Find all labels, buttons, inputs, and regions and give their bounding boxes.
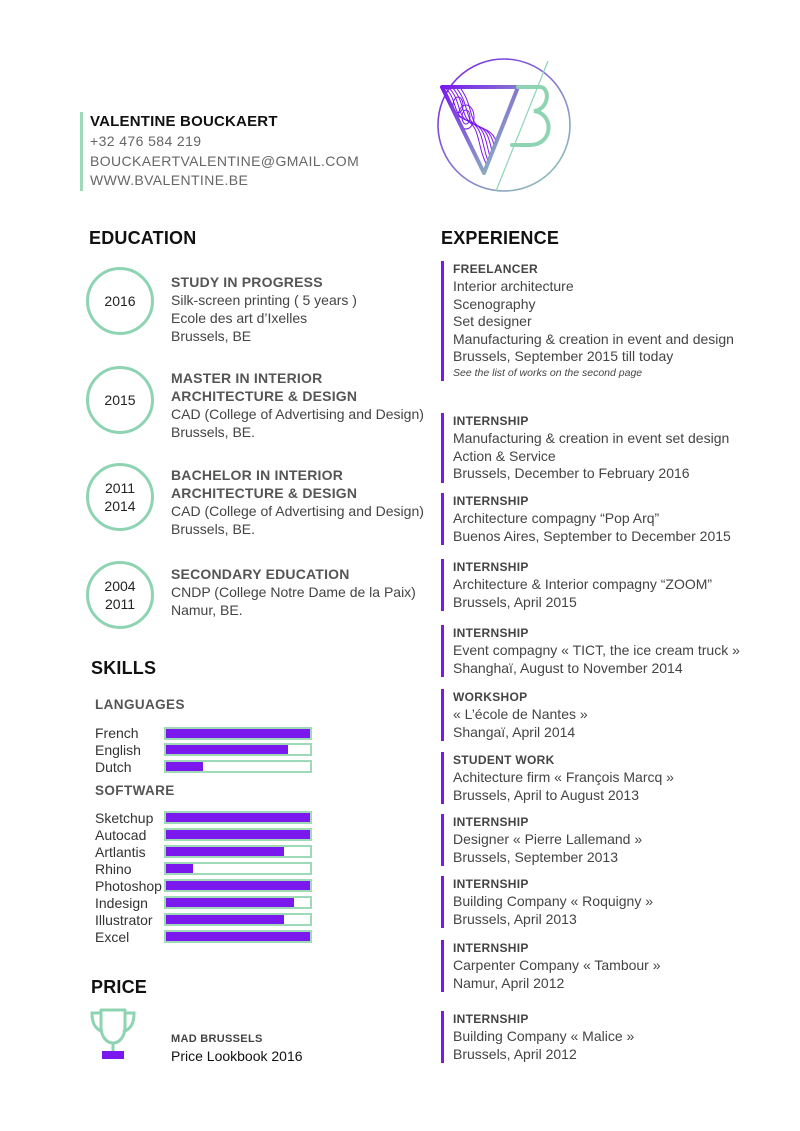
experience-title: INTERNSHIP (453, 560, 529, 574)
skill-label: Sketchup (95, 810, 154, 826)
experience-item (441, 261, 734, 381)
experience-item (441, 559, 712, 611)
education-item (171, 466, 424, 538)
experience-detail: Brussels, September 2013 (453, 848, 618, 865)
experience-item (441, 625, 740, 677)
contact-block (80, 112, 359, 191)
price-label: MAD BRUSSELS (171, 1033, 263, 1045)
trophy-icon (89, 1007, 137, 1061)
skill-label: Autocad (95, 827, 147, 843)
skill-bar (164, 913, 312, 926)
experience-detail: Set designer (453, 313, 532, 329)
experience-item (441, 413, 729, 483)
skill-label: French (95, 725, 139, 741)
education-title: SECONDARY EDUCATION (171, 566, 350, 582)
experience-detail: Brussels, April to August 2013 (453, 786, 639, 803)
experience-heading: EXPERIENCE (441, 228, 560, 248)
experience-item (441, 1011, 634, 1063)
experience-item (441, 752, 674, 804)
skill-bar (164, 930, 312, 943)
education-item (171, 273, 357, 345)
skill-bar-fill (166, 898, 294, 907)
website-url: WWW.BVALENTINE.BE (90, 172, 249, 188)
experience-title: INTERNSHIP (453, 1012, 529, 1026)
phone-number: +32 476 584 219 (90, 133, 202, 149)
skill-label: Rhino (95, 861, 132, 877)
experience-title: INTERNSHIP (453, 877, 529, 891)
skill-bar (164, 743, 312, 756)
skill-bar (164, 862, 312, 875)
education-detail: CAD (College of Advertising and Design) (171, 406, 424, 422)
year-start: 2011 (104, 480, 136, 496)
skill-label: English (95, 742, 141, 758)
education-title: STUDY IN PROGRESS (171, 274, 323, 290)
education-detail: Brussels, BE. (171, 424, 256, 440)
experience-detail: Brussels, April 2013 (453, 910, 577, 927)
skill-bar-fill (166, 864, 193, 873)
skill-label: Indesign (95, 895, 148, 911)
year-start: 2016 (104, 293, 136, 309)
skill-bar (164, 879, 312, 892)
year-start: 2015 (104, 392, 136, 408)
skill-bar (164, 811, 312, 824)
education-detail: Silk-screen printing ( 5 years ) (171, 292, 357, 308)
skill-bar-fill (166, 915, 284, 924)
experience-detail: Brussels, April 2012 (453, 1045, 577, 1062)
experience-detail: Action & Service (453, 447, 556, 464)
skill-bar (164, 828, 312, 841)
experience-title: INTERNSHIP (453, 494, 529, 508)
skill-label: Excel (95, 929, 130, 945)
experience-item (441, 689, 588, 741)
education-title: BACHELOR IN INTERIOR (171, 467, 343, 483)
experience-title: STUDENT WORK (453, 753, 555, 767)
experience-detail: Namur, April 2012 (453, 974, 565, 991)
vb-monogram-logo (436, 57, 572, 193)
experience-detail: Interior architecture (453, 278, 574, 294)
year-start: 2004 (104, 578, 136, 594)
education-title: ARCHITECTURE & DESIGN (171, 485, 358, 501)
experience-detail: Buenos Aires, September to December 2015 (453, 527, 731, 544)
experience-detail: Building Company « Roquigny » (453, 893, 654, 909)
experience-detail: Architecture compagny “Pop Arq” (453, 510, 660, 526)
skill-label: Photoshop (95, 878, 162, 894)
experience-detail: Event compagny « TICT, the ice cream truck » (453, 642, 740, 658)
experience-detail: Architecture & Interior compagny “ZOOM” (453, 576, 713, 592)
education-item (171, 369, 424, 441)
skill-bar (164, 760, 312, 773)
experience-detail: Shangaï, April 2014 (453, 723, 576, 740)
person-name: VALENTINE BOUCKAERT (90, 113, 278, 130)
education-year-badge (86, 366, 154, 434)
year-end: 2011 (104, 596, 136, 612)
skill-bar-fill (166, 729, 310, 738)
education-detail: Namur, BE. (171, 602, 243, 618)
skill-bar-fill (166, 847, 284, 856)
skill-label: Illustrator (95, 912, 153, 928)
skill-bar-fill (166, 813, 310, 822)
education-title: MASTER IN INTERIOR (171, 370, 323, 386)
education-year-badge (86, 561, 154, 629)
experience-detail: Brussels, December to February 2016 (453, 465, 690, 481)
experience-detail: Brussels, April 2015 (453, 593, 577, 610)
education-item (171, 565, 416, 619)
experience-detail: Carpenter Company « Tambour » (453, 957, 661, 973)
education-year-badge (86, 463, 154, 531)
skill-bar-fill (166, 745, 288, 754)
education-detail: CAD (College of Advertising and Design) (171, 503, 424, 519)
experience-detail: Designer « Pierre Lallemand » (453, 831, 643, 847)
experience-item (441, 940, 661, 992)
experience-title: INTERNSHIP (453, 815, 529, 829)
skill-bar-fill (166, 762, 203, 771)
education-detail: Brussels, BE (171, 328, 252, 344)
skill-bar (164, 896, 312, 909)
price-heading: PRICE (91, 977, 148, 997)
experience-detail: « L’école de Nantes » (453, 706, 588, 722)
skill-bar (164, 845, 312, 858)
price-item (171, 1032, 303, 1065)
skill-bar-fill (166, 881, 310, 890)
education-year-badge (86, 267, 154, 335)
experience-title: FREELANCER (453, 262, 539, 276)
skill-bar (164, 727, 312, 740)
software-heading: SOFTWARE (95, 783, 175, 798)
experience-item (441, 814, 642, 866)
education-title: ARCHITECTURE & DESIGN (171, 388, 358, 404)
email-address: BOUCKAERTVALENTINE@GMAIL.COM (90, 152, 360, 169)
year-end: 2014 (104, 498, 136, 514)
experience-detail: Building Company « Malice » (453, 1028, 635, 1044)
experience-note: See the list of works on the second page (453, 366, 643, 379)
price-description: Price Lookbook 2016 (171, 1048, 303, 1064)
experience-item (441, 493, 731, 545)
education-detail: Brussels, BE. (171, 521, 256, 537)
experience-title: WORKSHOP (453, 690, 528, 704)
skill-label: Dutch (95, 759, 132, 775)
experience-title: INTERNSHIP (453, 626, 529, 640)
experience-detail: Manufacturing & creation in event and design (453, 330, 734, 347)
experience-detail: Scenography (453, 295, 536, 312)
skill-label: Artlantis (95, 844, 146, 860)
education-heading: EDUCATION (89, 228, 197, 248)
experience-detail: Achitecture firm « François Marcq » (453, 769, 674, 785)
languages-heading: LANGUAGES (95, 697, 185, 712)
experience-detail: Manufacturing & creation in event set design (453, 430, 730, 446)
experience-detail: Shanghaï, August to November 2014 (453, 659, 683, 676)
skills-heading: SKILLS (91, 658, 157, 678)
education-detail: Ecole des art d’Ixelles (171, 310, 308, 326)
skill-bar-fill (166, 830, 310, 839)
experience-detail: Brussels, September 2015 till today (453, 348, 674, 364)
experience-title: INTERNSHIP (453, 941, 529, 955)
experience-item (441, 876, 653, 928)
skill-bar-fill (166, 932, 310, 941)
education-detail: CNDP (College Notre Dame de la Paix) (171, 584, 416, 600)
experience-title: INTERNSHIP (453, 414, 529, 428)
